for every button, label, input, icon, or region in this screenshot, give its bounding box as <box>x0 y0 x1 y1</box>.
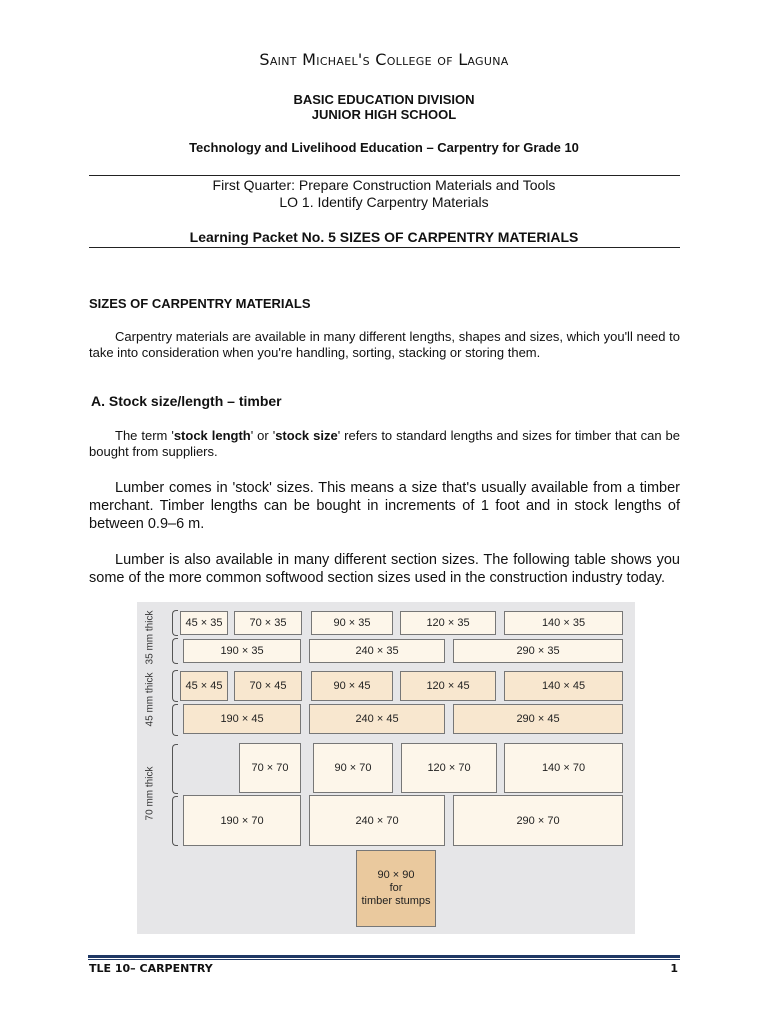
divider-top <box>89 175 680 176</box>
size-cell: 140 × 35 <box>504 611 623 635</box>
lo-title: LO 1. Identify Carpentry Materials <box>279 194 489 210</box>
size-cell: 90 × 45 <box>311 671 393 701</box>
label-35mm-thick: 35 mm thick <box>144 610 156 665</box>
size-cell: 290 × 35 <box>453 639 623 663</box>
size-cell: 90 × 35 <box>311 611 393 635</box>
footer-course: TLE 10– CARPENTRY <box>89 962 213 975</box>
intro-paragraph: Carpentry materials are available in many different lengths, shapes and sizes, which you'll need to take into consideration when you're handling, sorting, stacking or storing them. <box>89 329 680 360</box>
timber-stumps-cell: 90 × 90 for timber stumps <box>356 850 436 927</box>
stock-size-term: stock size <box>275 428 338 443</box>
size-cell: 240 × 70 <box>309 795 445 846</box>
size-cell: 290 × 45 <box>453 704 623 734</box>
size-cell: 290 × 70 <box>453 795 623 846</box>
size-cell: 45 × 35 <box>180 611 228 635</box>
college-name: Saint Michael's College of Laguna <box>259 50 509 69</box>
size-cell: 120 × 35 <box>400 611 496 635</box>
label-45mm-thick: 45 mm thick <box>144 672 156 727</box>
size-cell: 120 × 45 <box>400 671 496 701</box>
brace <box>172 704 178 736</box>
size-cell: 140 × 45 <box>504 671 623 701</box>
subject-title: Technology and Livelihood Education – Carpentry for Grade 10 <box>189 140 579 155</box>
brace <box>172 670 178 702</box>
section-sizes-figure <box>137 602 635 934</box>
size-cell: 90 × 70 <box>313 743 393 793</box>
section-title: SIZES OF CARPENTRY MATERIALS <box>89 296 311 311</box>
lumber-stock-paragraph: Lumber comes in 'stock' sizes. This means a size that's usually available from a timber merchant. Timber lengths can be bought in increments of 1 foot and in stock lengths of between 0.9–6 m. <box>89 480 680 532</box>
quarter-title: First Quarter: Prepare Construction Materials and Tools <box>212 177 556 193</box>
size-cell: 140 × 70 <box>504 743 623 793</box>
size-cell: 190 × 35 <box>183 639 301 663</box>
division-title: BASIC EDUCATION DIVISION <box>293 92 475 107</box>
size-cell: 240 × 45 <box>309 704 445 734</box>
size-cell: 70 × 35 <box>234 611 302 635</box>
stock-length-paragraph: The term 'stock length' or 'stock size' refers to standard lengths and sizes for timber that can be bought from suppliers. <box>89 428 681 459</box>
school-title: JUNIOR HIGH SCHOOL <box>311 107 457 122</box>
size-cell: 45 × 45 <box>180 671 228 701</box>
brace <box>172 744 178 794</box>
size-cell: 240 × 35 <box>309 639 445 663</box>
lumber-section-paragraph: Lumber is also available in many different section sizes. The following table shows you some of the more common softwood section sizes used in the construction industry today. <box>89 552 680 586</box>
size-cell: 120 × 70 <box>401 743 497 793</box>
brace <box>172 610 178 636</box>
size-cell: 190 × 70 <box>183 795 301 846</box>
page-number: 1 <box>670 962 678 975</box>
brace <box>172 796 178 846</box>
footer-rule <box>88 955 680 958</box>
stock-length-term: stock length <box>173 428 251 443</box>
size-cell: 190 × 45 <box>183 704 301 734</box>
size-cell: 70 × 70 <box>239 743 301 793</box>
heading-a: A. Stock size/length – timber <box>91 393 282 409</box>
packet-title: Learning Packet No. 5 SIZES OF CARPENTRY MATERIALS <box>189 229 579 245</box>
brace <box>172 638 178 664</box>
size-cell: 70 × 45 <box>234 671 302 701</box>
footer-rule-thin <box>88 959 680 960</box>
divider-bottom <box>89 247 680 248</box>
label-70mm-thick: 70 mm thick <box>144 766 156 821</box>
